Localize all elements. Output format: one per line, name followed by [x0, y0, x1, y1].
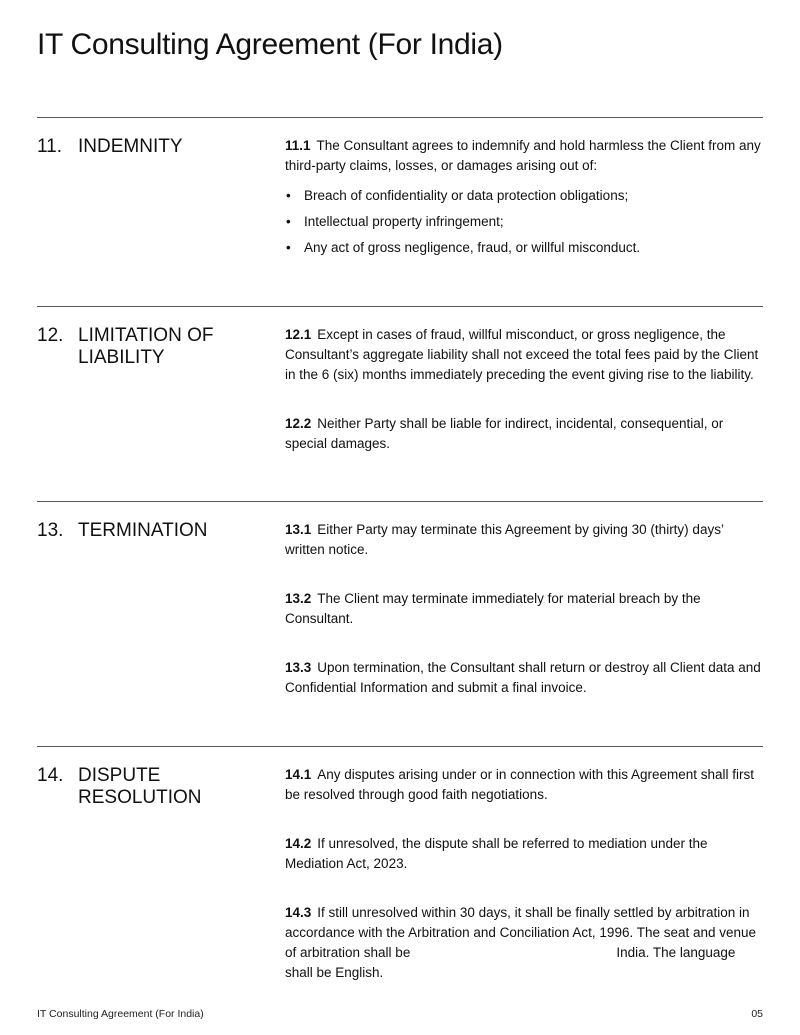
clause-14-2: [285, 834, 763, 874]
footer-document-title: IT Consulting Agreement (For India): [37, 1008, 204, 1020]
clause-14-1: [285, 765, 763, 805]
section-body: [285, 765, 763, 983]
clause-number: 12.2: [285, 416, 312, 431]
section-body: [285, 136, 763, 264]
bullet-icon: •: [286, 240, 291, 255]
clause-text: The Client may terminate immediately for material breach by the Consultant.: [285, 591, 701, 626]
clause-text: Either Party may terminate this Agreement by giving 30 (thirty) days’ written notice.: [285, 522, 724, 557]
clause-number: 14.3: [285, 905, 312, 920]
section-divider: [37, 306, 763, 307]
section-divider: [37, 117, 763, 118]
clause-text: The Consultant agrees to indemnify and hold harmless the Client from any third-party claims, losses, or damages arising out of:: [285, 138, 761, 173]
section-number: 12.: [37, 325, 64, 346]
clause-text: Neither Party shall be liable for indirect, incidental, consequential, or special damages.: [285, 416, 724, 451]
clause-number: 11.1: [285, 138, 311, 153]
section-title: LIMITATION OF LIABILITY: [78, 325, 214, 368]
section-title: TERMINATION: [78, 520, 208, 541]
bullet-icon: •: [286, 188, 291, 203]
clause-text: Any disputes arising under or in connection with this Agreement shall first be resolved through good faith negotiations.: [285, 767, 755, 802]
bullet-icon: •: [286, 214, 291, 229]
section-body: [285, 325, 763, 454]
clause-13-2: [285, 589, 763, 629]
clause-11-1: [285, 136, 763, 258]
section-title: DISPUTE RESOLUTION: [78, 765, 202, 808]
clause-12-1: [285, 325, 763, 385]
section-number: 11.: [37, 136, 63, 157]
clause-number: 13.3: [285, 660, 312, 675]
clause-text: Upon termination, the Consultant shall return or destroy all Client data and Confidential Information and submit a final invoice.: [285, 660, 761, 695]
section-divider: [37, 746, 763, 747]
clause-text: If unresolved, the dispute shall be referred to mediation under the Mediation Act, 2023.: [285, 836, 708, 871]
clause-text: If still unresolved within 30 days, it shall be finally settled by arbitration in accordance with the Arbitration and Conciliation Act, 1996. The seat and venue of arbitration shall be: [285, 905, 757, 960]
clause-number: 13.1: [285, 522, 312, 537]
clause-number: 14.1: [285, 767, 312, 782]
section-number: 14.: [37, 765, 64, 786]
page-number: 05: [751, 1008, 763, 1020]
clause-14-3: [285, 903, 763, 983]
clause-number: 14.2: [285, 836, 312, 851]
clause-text: Except in cases of fraud, willful misconduct, or gross negligence, the Consultant’s aggregate liability shall not exceed the total fees paid by the Client in the 6 (six) months immediately preceding the event giving rise to the liability.: [285, 327, 759, 382]
document-title: IT Consulting Agreement (For India): [37, 28, 503, 61]
list-item: • Any act of gross negligence, fraud, or willful misconduct.: [285, 238, 763, 258]
clause-12-2: [285, 414, 763, 454]
section-divider: [37, 501, 763, 502]
clause-13-1: [285, 520, 763, 560]
section-title: INDEMNITY: [78, 136, 183, 157]
section-number: 13.: [37, 520, 64, 541]
list-item: • Breach of confidentiality or data protection obligations;: [285, 186, 763, 206]
list-item: • Intellectual property infringement;: [285, 212, 763, 232]
bullet-list: [285, 186, 763, 258]
clause-number: 13.2: [285, 591, 312, 606]
clause-number: 12.1: [285, 327, 312, 342]
clause-13-3: [285, 658, 763, 698]
clause-text: India. The language shall be English.: [285, 945, 736, 980]
section-body: [285, 520, 763, 698]
